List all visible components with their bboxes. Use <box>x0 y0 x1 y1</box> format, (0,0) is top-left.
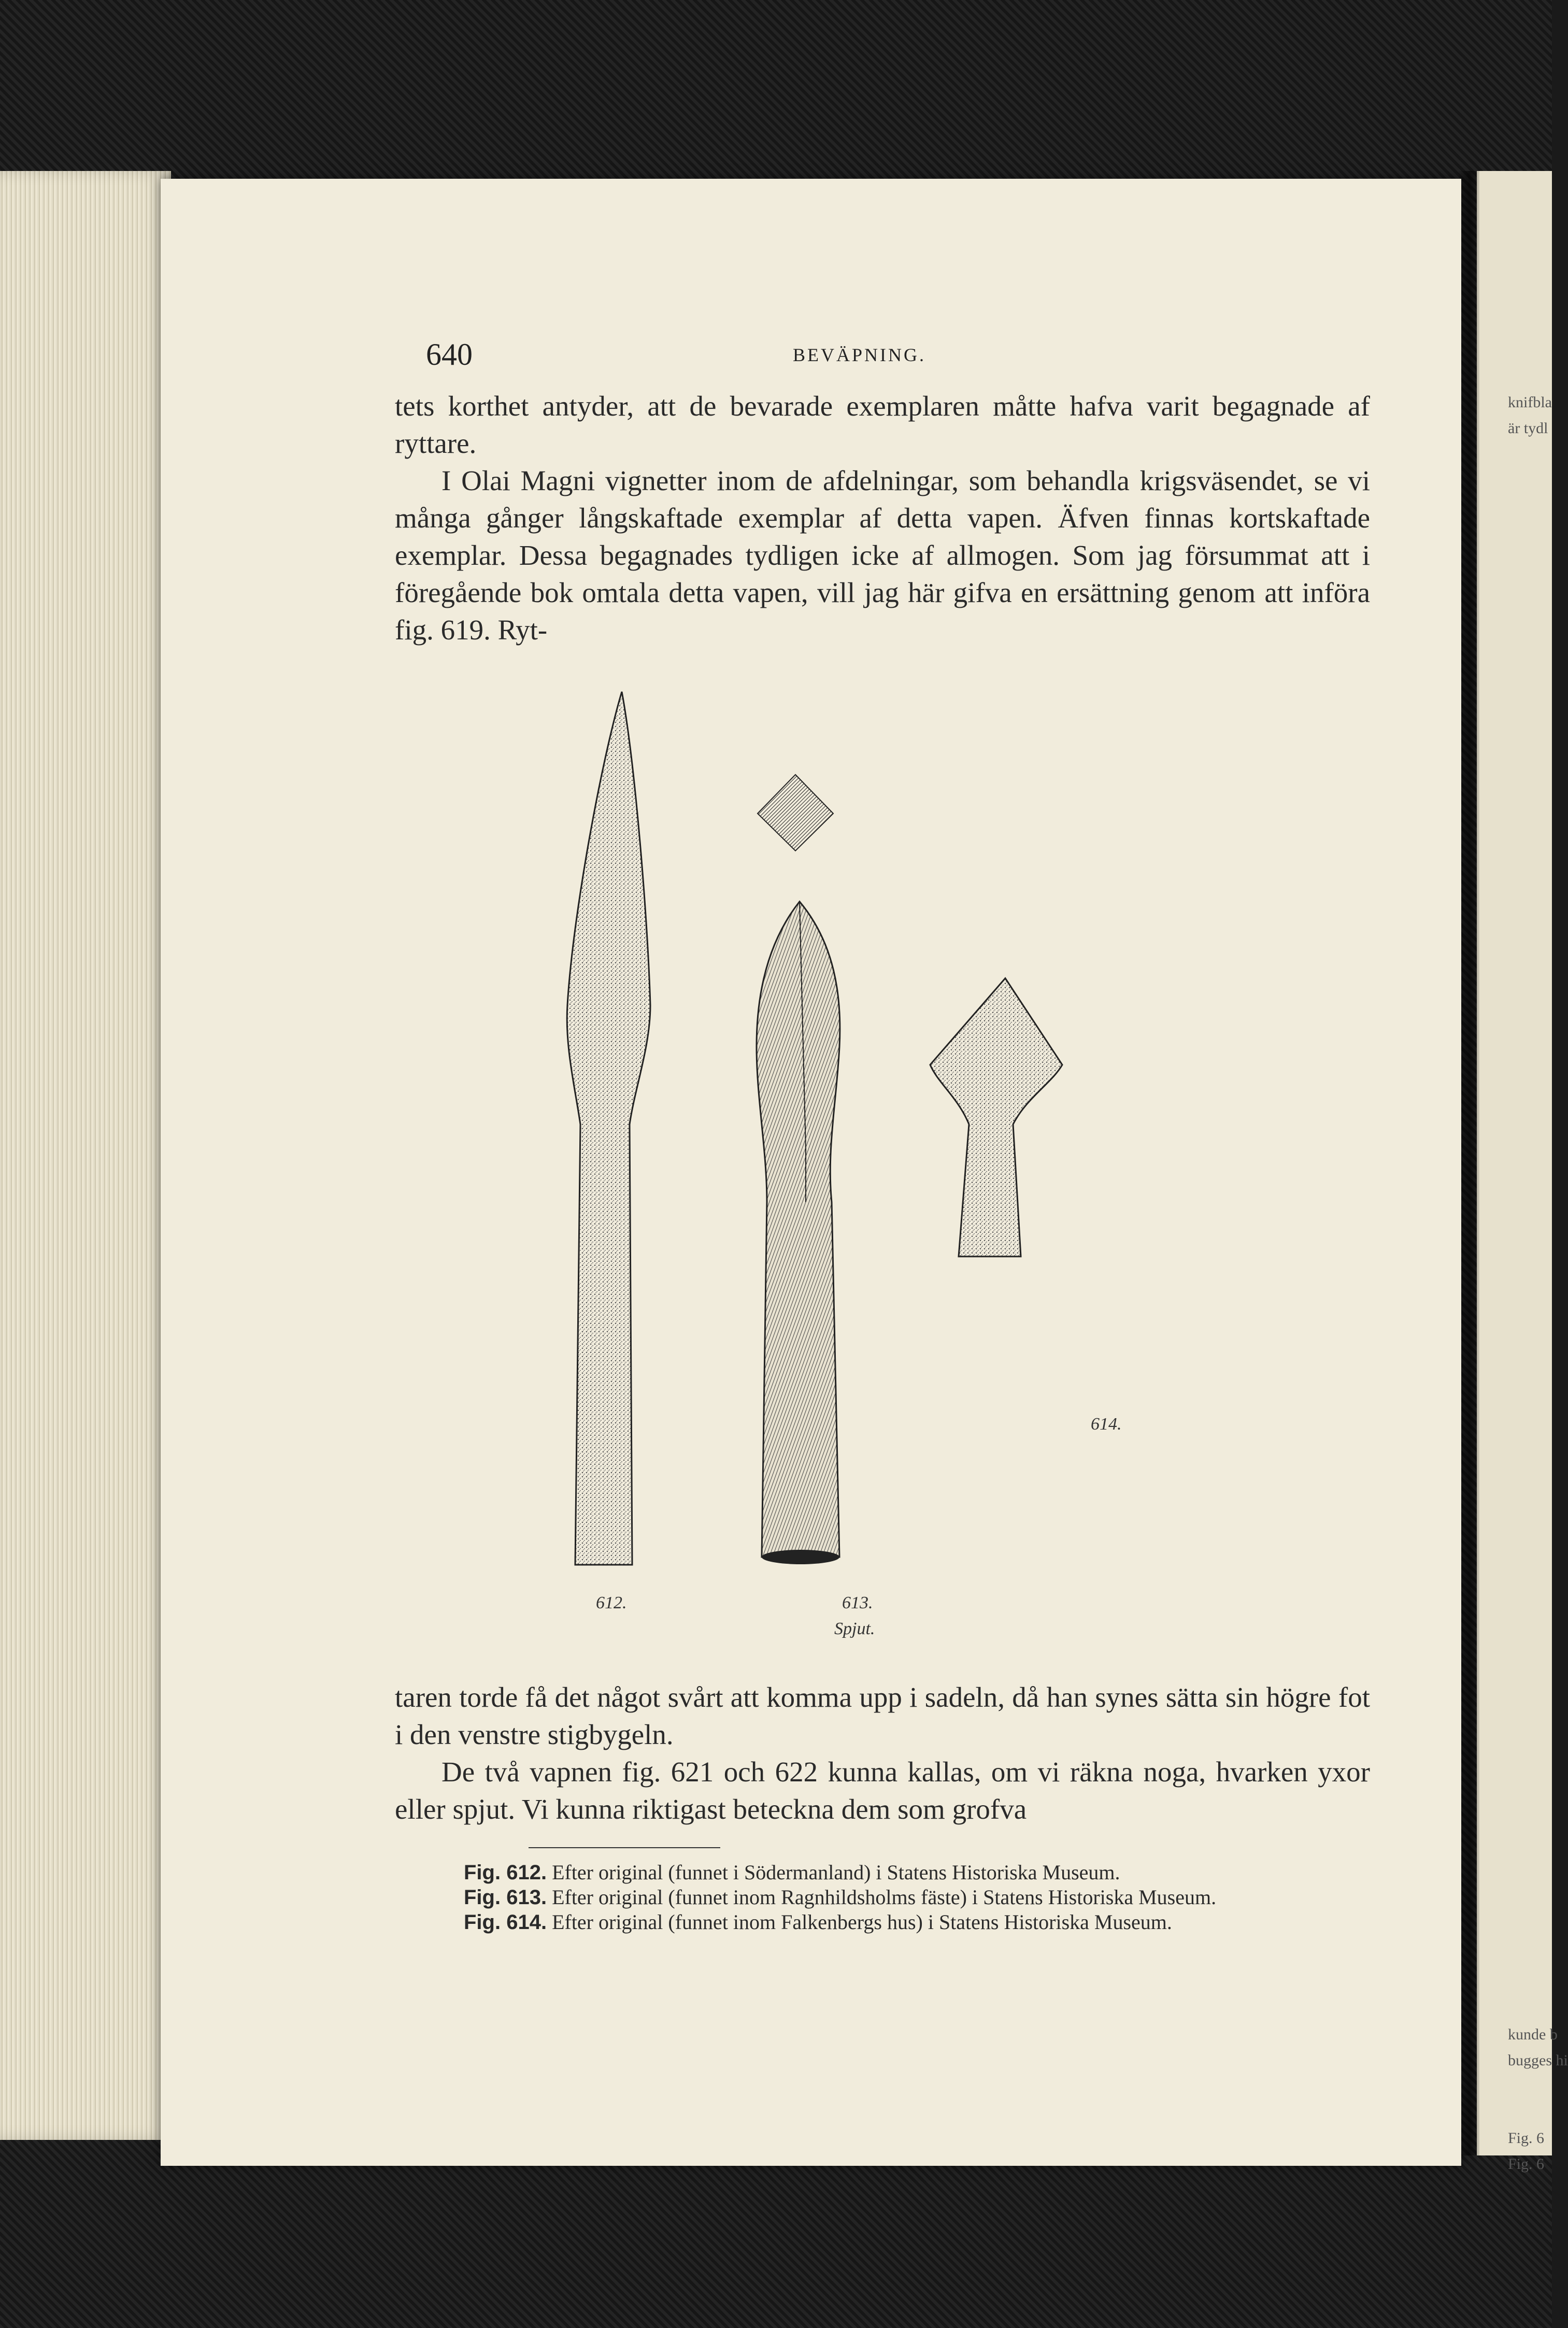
paragraph: tets korthet antyder, att de bevarade exemplaren måtte hafva varit begagnade af ryttare. <box>395 390 1370 459</box>
body-text-top <box>395 388 1370 649</box>
footnote-text: Efter original (funnet i Södermanland) i Statens Historiska Museum. <box>552 1861 1120 1884</box>
figure-spearheads <box>544 684 1218 1653</box>
page-edges <box>0 171 171 2140</box>
paragraph: De två vapnen fig. 621 och 622 kunna kallas, om vi räkna noga, hvarken yxor eller spjut. Vi kunna riktigast beteckna dem som grofva <box>395 1756 1370 1825</box>
footnote <box>402 1860 1371 1885</box>
right-page <box>1477 171 1568 2173</box>
footnote-label: Fig. 613. <box>464 1886 547 1909</box>
right-page-fragment: Fig. 6 <box>1508 2130 1545 2147</box>
footnote-label: Fig. 614. <box>464 1911 547 1934</box>
running-title: BEVÄPNING. <box>793 345 926 365</box>
cross-section-613 <box>758 775 833 851</box>
right-page-fragment: kunde b <box>1508 2026 1558 2043</box>
footnote <box>402 1885 1371 1910</box>
paragraph: taren torde få det något svårt att komma upp i sadeln, då han synes sätta sin högre fot i den venstre stigbygeln. <box>395 1681 1370 1750</box>
spine-shadow <box>1459 171 1479 2155</box>
figure-label-612: 612. <box>596 1593 627 1612</box>
footnote-rule <box>529 1847 720 1848</box>
spearhead-613 <box>757 902 840 1557</box>
footnote-text: Efter original (funnet inom Ragnhildsholms fäste) i Statens Historiska Museum. <box>552 1886 1217 1909</box>
footnote <box>402 1910 1371 1935</box>
paragraph: I Olai Magni vignetter inom de afdelningar, som behandla krigsväsendet, se vi många gånger långskaftade exemplar af detta vapen. Äfven finnas kortskaftade exemplar. Dessa begagnades tydligen icke af allmogen. Som jag försummat att i föregående bok omtala detta vapen, vill jag här gifva en ersättning genom att införa fig. 619. Ryt- <box>395 465 1370 646</box>
figure-caption: Spjut. <box>834 1619 875 1638</box>
spearhead-612 <box>567 692 650 1565</box>
body-text-bottom <box>395 1679 1370 1828</box>
footnotes <box>402 1860 1371 1935</box>
page-number: 640 <box>426 337 473 372</box>
spearheads-illustration <box>544 684 1218 1653</box>
footnote-text: Efter original (funnet inom Falkenbergs hus) i Statens Historiska Museum. <box>552 1910 1172 1934</box>
right-page-fragment: Fig. 6 <box>1508 2155 1545 2173</box>
right-page-fragment: bugges hi <box>1508 2052 1568 2069</box>
figure-label-614: 614. <box>1091 1415 1122 1434</box>
right-page-fragment: knifbla <box>1508 394 1552 411</box>
right-page-fragment: är tydl <box>1508 420 1548 437</box>
spearhead-614 <box>930 978 1062 1256</box>
figure-label-613: 613. <box>842 1593 873 1612</box>
footnote-label: Fig. 612. <box>464 1861 547 1884</box>
